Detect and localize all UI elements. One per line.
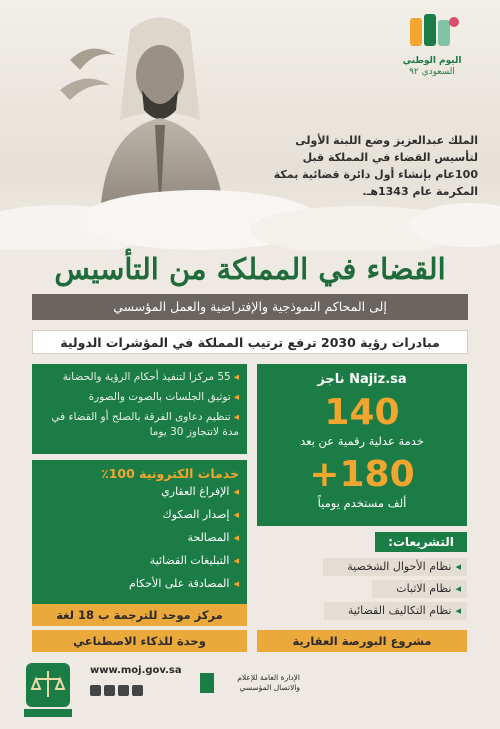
najiz-stats-box: [257, 364, 467, 526]
twitter-icon[interactable]: [90, 685, 101, 696]
intro-text: الملك عبدالعزيز وضع اللبنة الأولى لتأسيس القضاء في المملكة قبل 100عام بإنشاء أول دائرة قضائية بمكة المكرمة عام 1343هـ.: [273, 134, 478, 198]
eservices-box: [32, 460, 247, 605]
eservice-item: ◂إصدار الصكوك: [162, 508, 239, 521]
social-icons: [90, 685, 143, 696]
national-day-line1: اليوم الوطني: [402, 56, 462, 66]
department-mark-icon: [200, 673, 214, 693]
triangle-bullet-icon: ◂: [233, 577, 239, 590]
youtube-icon[interactable]: [118, 685, 129, 696]
footer: [0, 653, 500, 729]
vision-item: ◂توثيق الجلسات بالصوت والصورة: [88, 391, 239, 403]
najiz-services-count: 140: [324, 392, 400, 433]
triangle-bullet-icon: ◂: [233, 411, 239, 423]
triangle-bullet-icon: ◂: [455, 604, 461, 617]
triangle-bullet-icon: ◂: [233, 554, 239, 567]
ministry-of-justice-logo-icon: [20, 659, 76, 721]
legislation-title: التشريعات:: [375, 532, 467, 552]
eservice-item: ◂التبليغات القضائية: [149, 554, 239, 567]
ai-unit-bar: وحدة للذكاء الاصطناعي: [32, 630, 247, 652]
translation-center-bar: مركز موحد للترجمة ب 18 لغة: [32, 604, 247, 626]
eservice-item: ◂المصادقة على الأحكام: [129, 577, 239, 590]
vision-item: ◂55 مركزا لتنفيذ أحكام الرؤية والحضانة: [62, 371, 239, 383]
najiz-heading: Najiz.sa ناجز: [317, 372, 407, 387]
legislation-item: ◂نظام الاثبات: [372, 580, 467, 598]
instagram-icon[interactable]: [104, 685, 115, 696]
vision-item: ◂تنظيم دعاوى الفرقة بالصلح أو القضاء في مدة لاتتجاوز 30 يوما: [51, 411, 239, 438]
real-estate-exchange-bar: مشروع البورصة العقارية: [257, 630, 467, 652]
legislation-item: ◂نظام التكاليف القضائية: [324, 602, 467, 620]
initiatives-bar: مبادرات رؤية 2030 ترفع ترتيب المملكة في المؤشرات الدولية: [32, 330, 468, 354]
national-day-emblem-icon: [402, 12, 462, 52]
triangle-bullet-icon: ◂: [455, 560, 461, 573]
page-title: القضاء في المملكة من التأسيس: [54, 252, 446, 286]
vision-initiatives-box: [32, 364, 247, 454]
triangle-bullet-icon: ◂: [233, 371, 239, 383]
eservice-item: ◂الإفراغ العقاري: [161, 485, 239, 498]
legislation-section: [257, 532, 467, 622]
triangle-bullet-icon: ◂: [233, 485, 239, 498]
eservice-item: ◂المصالحة: [187, 531, 239, 544]
hero-banner: [0, 0, 500, 245]
triangle-bullet-icon: ◂: [455, 582, 461, 595]
facebook-icon[interactable]: [132, 685, 143, 696]
eservices-title: خدمات الكترونية 100٪: [101, 466, 239, 481]
najiz-services-caption: خدمة عدلية رقمية عن بعد: [300, 434, 424, 448]
national-day-line2: السعودي ٩٢: [409, 67, 455, 77]
triangle-bullet-icon: ◂: [233, 508, 239, 521]
legislation-item: ◂نظام الأحوال الشخصية: [323, 558, 467, 576]
najiz-users-caption: ألف مستخدم يومياً: [317, 496, 407, 510]
subtitle-bar: إلى المحاكم النموذجية والإفتراضية والعمل المؤسسي: [32, 294, 468, 320]
department-name: الإدارة العامة للإعلام والاتصال المؤسسي: [237, 673, 300, 692]
national-day-logo: [392, 12, 472, 82]
najiz-users-count: 180+: [309, 454, 415, 495]
website-link[interactable]: www.moj.gov.sa: [90, 665, 182, 676]
triangle-bullet-icon: ◂: [233, 391, 239, 403]
triangle-bullet-icon: ◂: [233, 531, 239, 544]
